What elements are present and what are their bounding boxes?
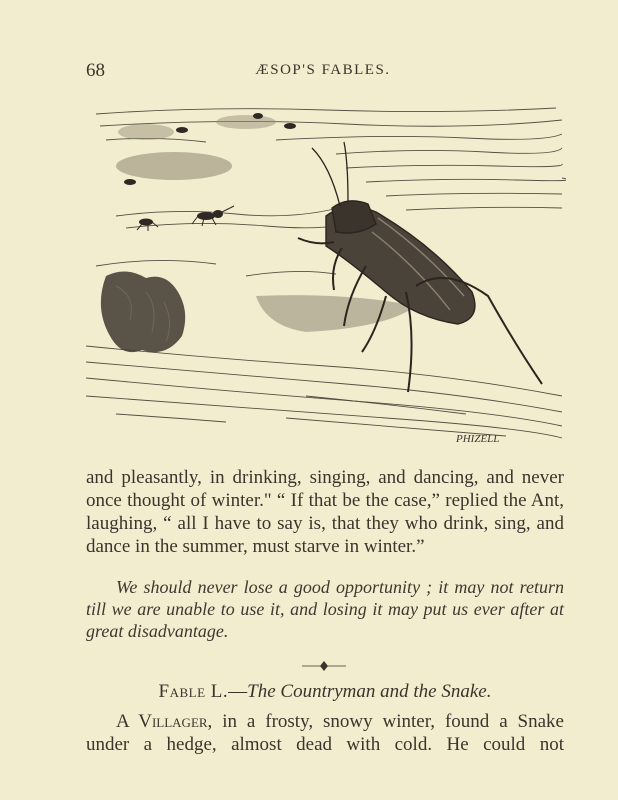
moral-paragraph: We should never lose a good opportunity ; it may not return till we are unable to use it, and losing it may put us ever after at great disadvantage. — [86, 577, 564, 641]
fable-opening-paragraph — [86, 710, 564, 756]
grasshopper-illustration — [86, 96, 566, 452]
page-header — [86, 60, 560, 84]
opening-rest: in a frosty, snowy winter, found a Snake under a hedge, almost dead with cold. He could not — [86, 711, 564, 755]
fable-title: The Countryman and the Snake. — [247, 681, 492, 702]
illustrator-signature: PHIZELL — [456, 433, 500, 445]
running-title: ÆSOP'S FABLES. — [255, 62, 391, 78]
continued-paragraph: and pleasantly, in drinking, singing, and dancing, and never once thought of winter." “ If that be the case,” replied the Ant, laughing, “ all I have to say is, that they who drink, sing, and dance in the summer, must starve in winter.” — [86, 467, 564, 557]
fable-heading — [86, 680, 564, 704]
fable-dash: — — [228, 681, 248, 702]
page-number: 68 — [86, 60, 105, 81]
opening-small-caps: A Villager, — [116, 711, 213, 732]
fable-label: Fable L. — [158, 681, 229, 702]
ornament-divider — [300, 660, 348, 672]
